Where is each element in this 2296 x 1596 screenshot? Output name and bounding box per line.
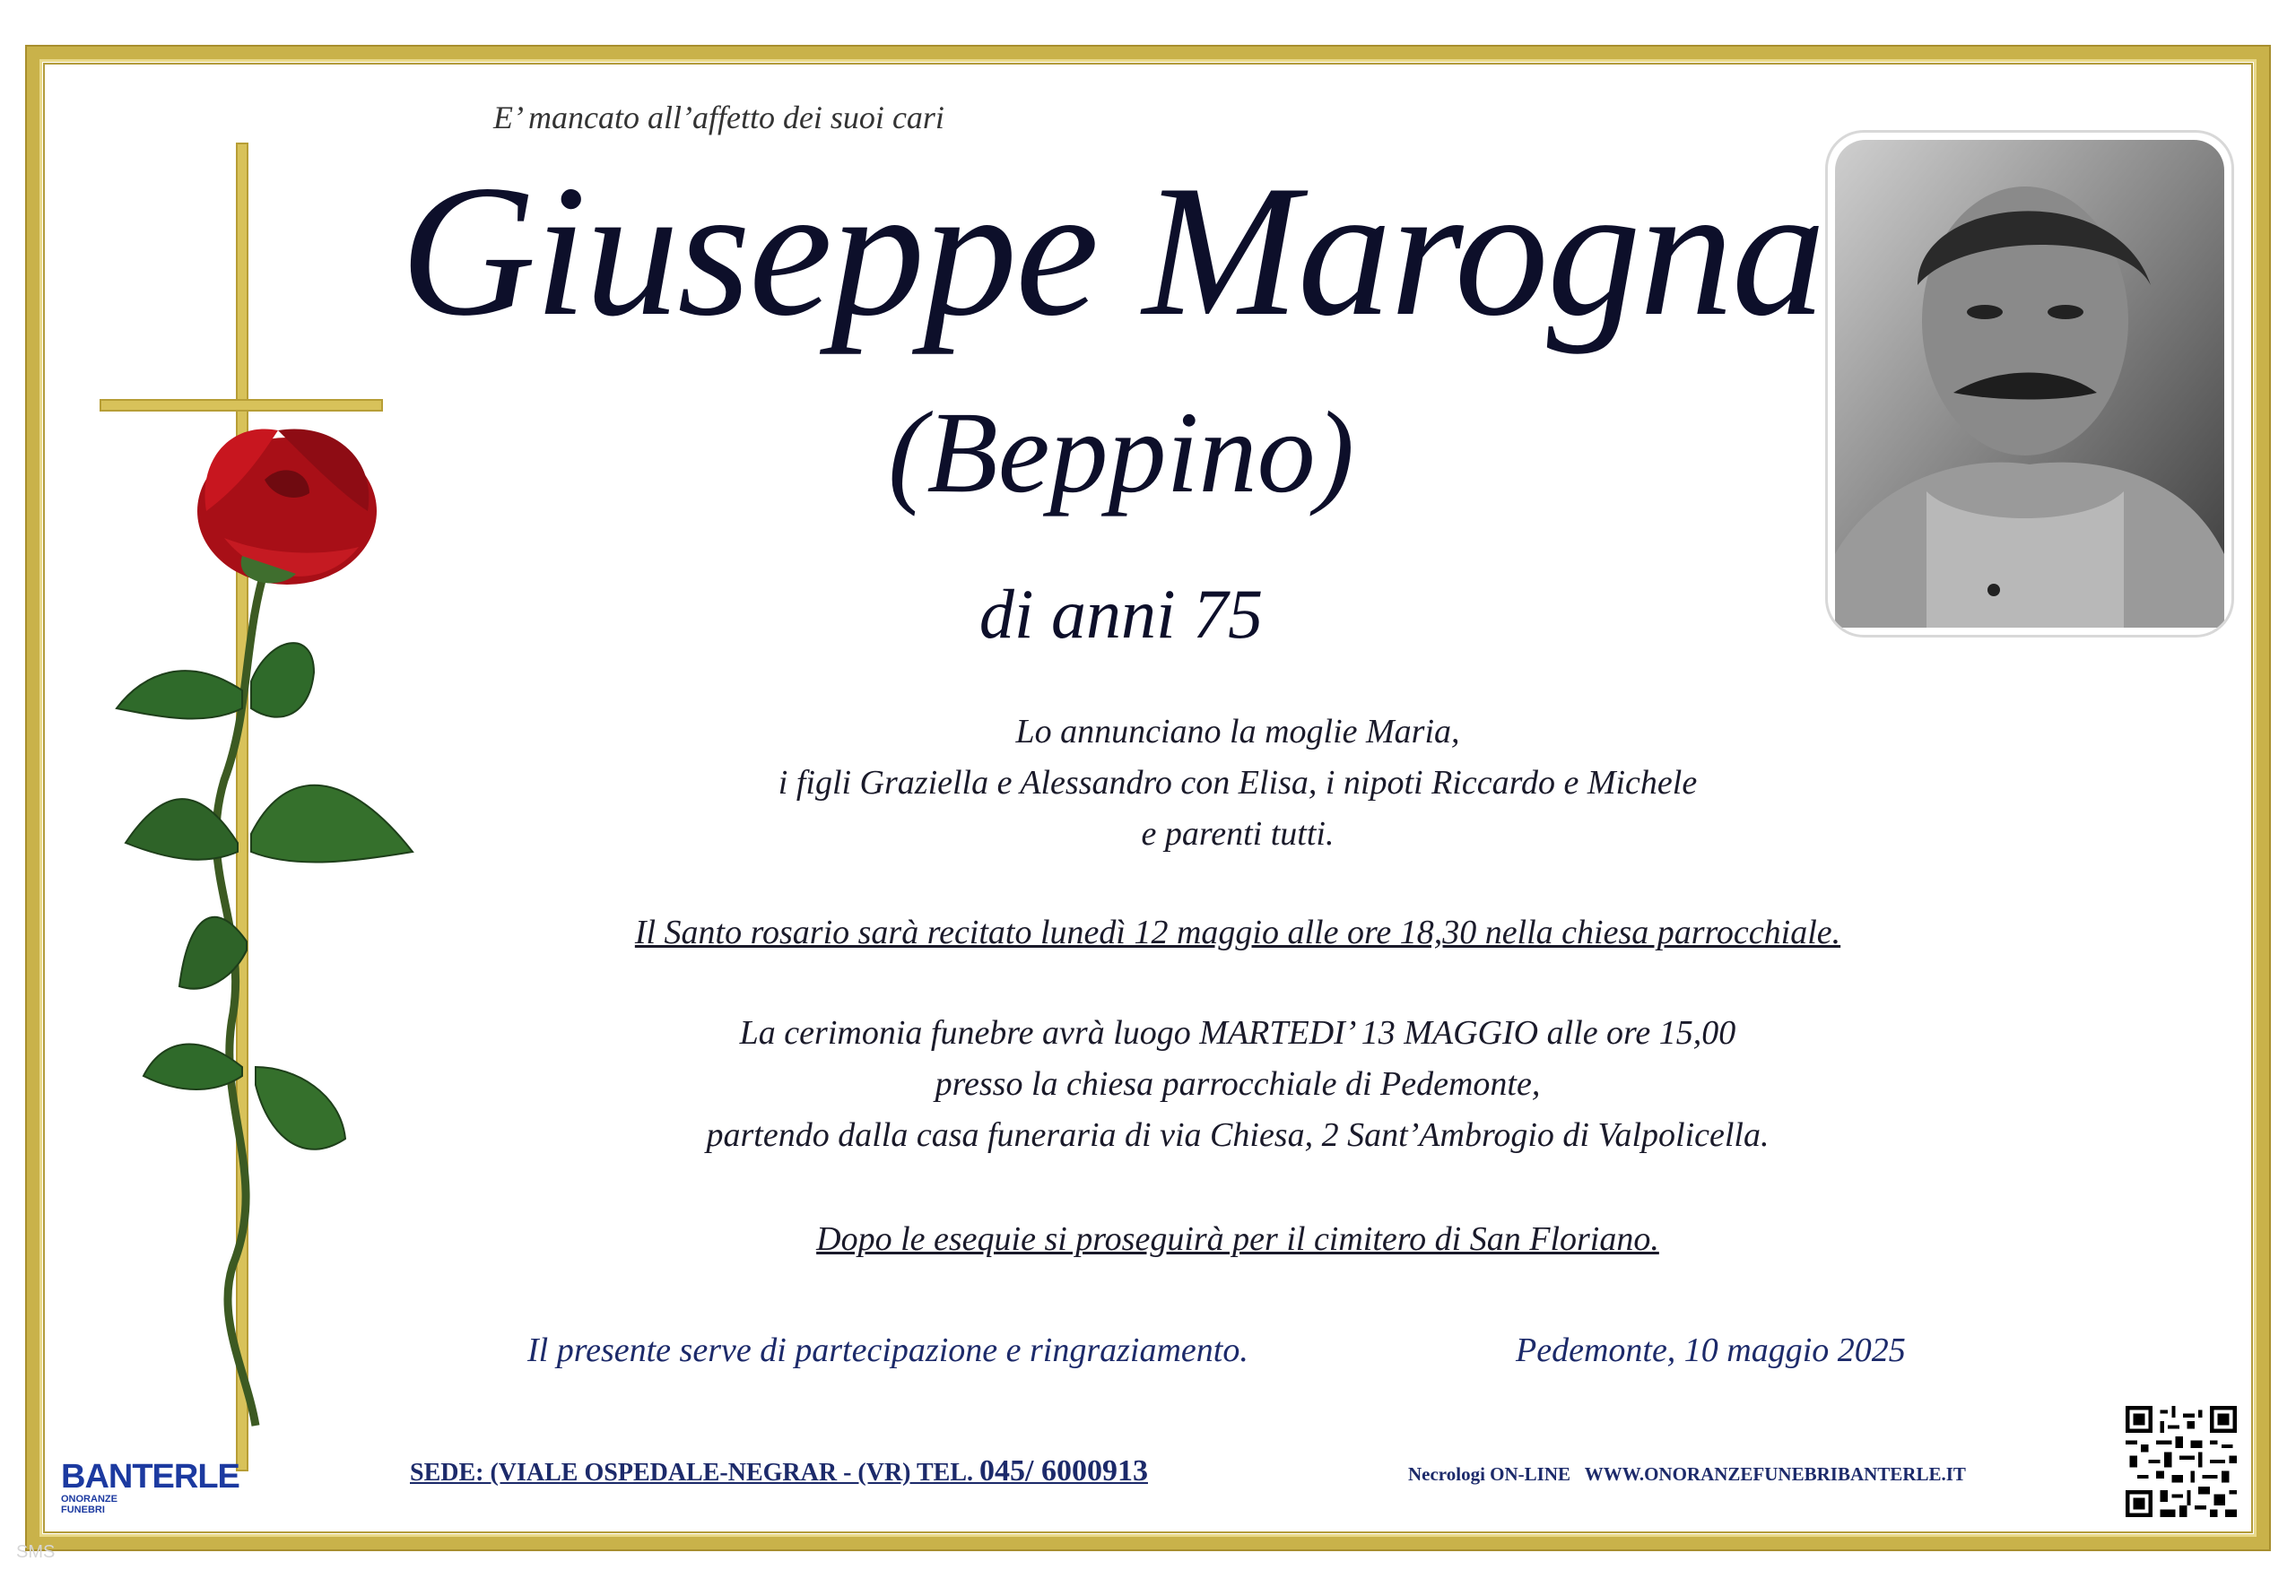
thanks-text: Il presente serve di partecipazione e ringraziamento. xyxy=(527,1331,1248,1369)
logo-sub-1: ONORANZE xyxy=(61,1494,117,1505)
announce-line: e parenti tutti. xyxy=(1141,815,1335,853)
online-label: Necrologi ON-LINE xyxy=(1408,1463,1571,1485)
qr-code-icon[interactable] xyxy=(2126,1406,2237,1517)
place-date: Pedemonte, 10 maggio 2025 xyxy=(1516,1331,1906,1369)
ceremony-line: La cerimonia funebre avrà luogo MARTEDI’ 13 MAGGIO alle ore 15,00 xyxy=(739,1014,1736,1052)
sms-watermark: SMS xyxy=(16,1542,56,1562)
burial-text: Dopo le esequie si proseguirà per il cimitero di San Floriano. xyxy=(816,1220,1659,1258)
ceremony-line: presso la chiesa parrocchiale di Pedemonte, xyxy=(935,1065,1541,1103)
sede-text: SEDE: (VIALE OSPEDALE-NEGRAR - (VR) TEL. xyxy=(410,1459,980,1487)
logo-sub-2: FUNEBRI xyxy=(61,1505,105,1515)
sede-phone: 045/ 6000913 xyxy=(979,1454,1148,1488)
burial-block xyxy=(466,1214,2009,1265)
ceremony-block xyxy=(466,1008,2009,1161)
announce-line: i figli Graziella e Alessandro con Elisa, i nipoti Riccardo e Michele xyxy=(778,764,1698,802)
online-necrology xyxy=(1408,1463,1966,1486)
red-rose-icon xyxy=(117,429,413,1426)
intro-line: E’ mancato all’affetto dei suoi cari xyxy=(493,100,944,135)
sede-address xyxy=(410,1454,1148,1488)
logo-name: BANTERLE xyxy=(61,1458,239,1496)
website-link[interactable]: WWW.ONORANZEFUNEBRIBANTERLE.IT xyxy=(1584,1463,1966,1485)
portrait-image xyxy=(1828,133,2231,635)
rosary-text: Il Santo rosario sarà recitato lunedì 12 maggio alle ore 18,30 nella chiesa parrocchiale. xyxy=(634,914,1841,951)
deceased-age: di anni 75 xyxy=(978,575,1264,653)
announce-line: Lo annunciano la moglie Maria, xyxy=(1015,713,1460,750)
announcement-block xyxy=(466,707,2009,860)
deceased-nickname: (Beppino) xyxy=(888,388,1354,517)
banterle-logo xyxy=(61,1460,239,1515)
portrait-photo xyxy=(1828,133,2231,635)
ceremony-line: partendo dalla casa funeraria di via Chiesa, 2 Sant’Ambrogio di Valpolicella. xyxy=(706,1116,1770,1154)
deceased-name: Giuseppe Marogna xyxy=(400,147,1824,355)
rosary-block xyxy=(466,907,2009,958)
